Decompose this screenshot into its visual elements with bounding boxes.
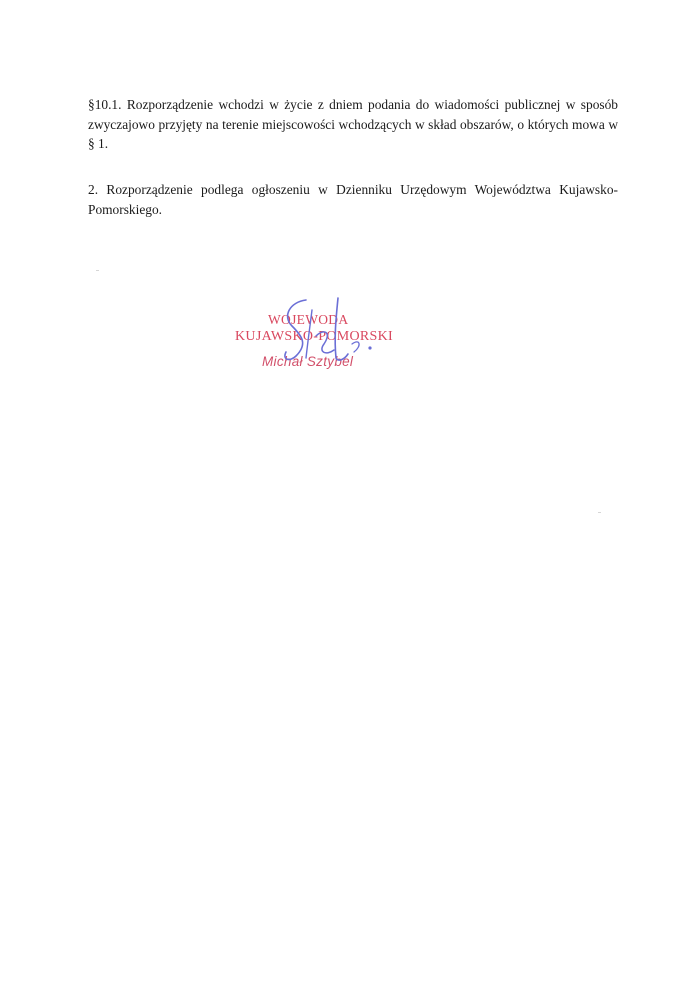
official-stamp	[220, 292, 420, 387]
handwritten-signature	[220, 292, 420, 387]
scan-speck	[598, 512, 601, 513]
scan-speck	[96, 270, 99, 271]
paragraph-section-10-2: 2. Rozporządzenie podlega ogłoszeniu w Dzienniku Urzędowym Województwa Kujawsko-Pomorskiego.	[88, 182, 618, 217]
paragraph-section-10-1: §10.1. Rozporządzenie wchodzi w życie z dniem podania do wiadomości publicznej w sposób zwyczajowo przyjęty na terenie miejscowości wchodzących w skład obszarów, o których mowa w § 1.	[88, 97, 618, 151]
stamp-region: KUJAWSKO-POMORSKI	[235, 329, 393, 344]
stamp-title: WOJEWODA	[268, 312, 349, 327]
stamp-name: Michał Sztybel	[262, 354, 354, 369]
